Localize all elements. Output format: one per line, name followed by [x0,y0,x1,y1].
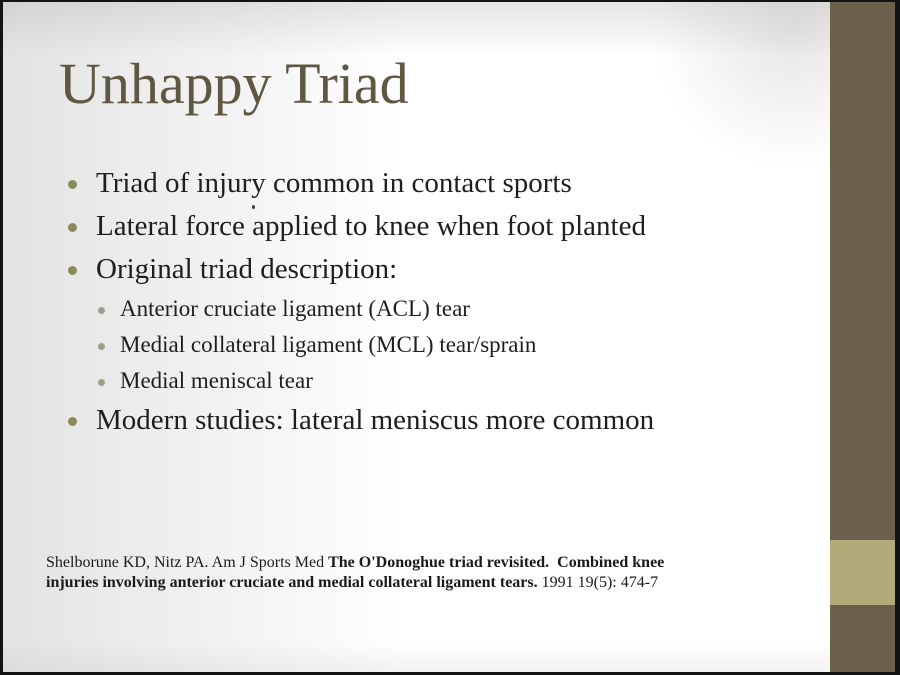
slide-title: Unhappy Triad [59,51,409,116]
bullet-text: Original triad description: [96,253,398,285]
presentation-slide [3,2,895,672]
sub-bullet-item [67,291,787,327]
sub-bullet-item [67,327,787,363]
bullet-list [67,162,787,442]
citation-text-bold: The O'Donoghue triad revisited. Combined knee [328,554,665,571]
slide-accent-sidebar [830,2,895,672]
sub-bullet-dot-icon [98,307,105,314]
citation-text-regular: Shelborune KD, Nitz PA. Am J Sports Med [46,554,329,571]
bullet-text: Modern studies: lateral meniscus more common [96,404,655,436]
bullet-item [67,205,787,248]
bullet-text: Lateral force applied to knee when foot planted [96,210,646,242]
sub-bullet-dot-icon [98,379,105,386]
bullet-item [67,162,787,205]
sub-bullet-text: Medial meniscal tear [120,368,313,393]
bullet-dot-icon [68,223,77,232]
citation-text-regular: 1991 19(5): 474-7 [537,574,659,591]
sub-bullet-text: Anterior cruciate ligament (ACL) tear [120,296,470,321]
bullet-item [67,399,787,442]
bullet-dot-icon [68,417,77,426]
citation-line [46,553,664,573]
bullet-dot-icon [68,180,77,189]
sub-bullet-dot-icon [98,343,105,350]
bullet-item [67,248,787,291]
sub-bullet-text: Medial collateral ligament (MCL) tear/sprain [120,332,537,357]
stray-dot-artifact [252,205,255,209]
bullet-dot-icon [68,266,77,275]
sub-bullet-item [67,363,787,399]
citation [46,553,664,593]
citation-text-bold: injuries involving anterior cruciate and medial collateral ligament tears. [46,574,538,591]
sidebar-accent-band [830,540,895,605]
citation-line [46,573,664,593]
bullet-text: Triad of injury common in contact sports [96,167,572,199]
